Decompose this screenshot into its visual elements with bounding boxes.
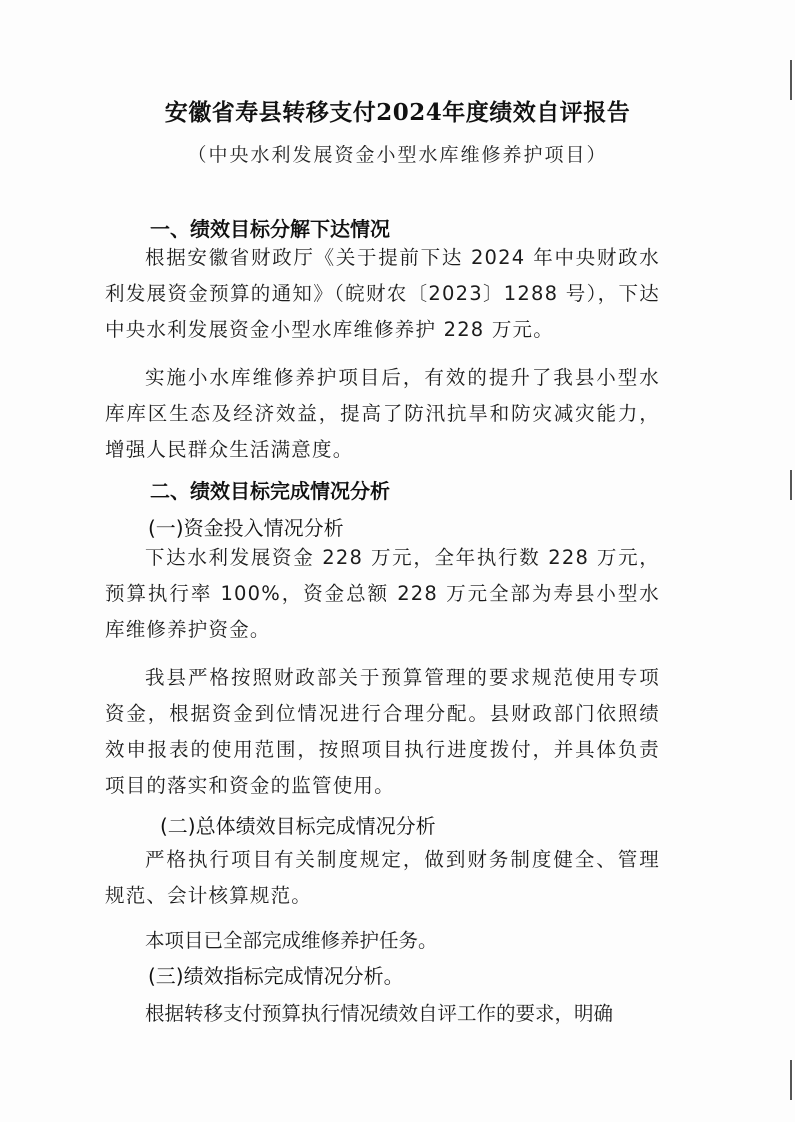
subsection-3-heading: (三)绩效指标完成情况分析。 [148,964,404,988]
subsection-2-heading: (二)总体绩效目标完成情况分析 [160,814,436,838]
scan-edge-mark [790,60,792,100]
subsection-1-paragraph-2: 我县严格按照财政部关于预算管理的要求规范使用专项资金，根据资金到位情况进行合理分配。县财政部门依照绩效申报表的使用范围，按照项目执行进度拨付，并具体负责项目的落实和资金的监管使用。 [105,666,660,797]
section-1-paragraph-2: 实施小水库维修养护项目后，有效的提升了我县小型水库库区生态及经济效益，提高了防汛抗旱和防灾减灾能力，增强人民群众生活满意度。 [105,366,660,461]
section-1-paragraph-1: 根据安徽省财政厅《关于提前下达 2024 年中央财政水利发展资金预算的通知》（皖财农〔2023〕1288 号），下达中央水利发展资金小型水库维修养护 228 万元。 [105,246,660,341]
subsection-1-paragraph-1: 下达水利发展资金 228 万元，全年执行数 228 万元，预算执行率 100%，资金总额 228 万元全部为寿县小型水库维修养护资金。 [105,546,660,641]
subsection-3-paragraph-1: 根据转移支付预算执行情况绩效自评工作的要求，明确 [145,1002,614,1025]
report-subtitle: （中央水利发展资金小型水库维修养护项目） [187,144,608,166]
report-title: 安徽省寿县转移支付2024年度绩效自评报告 [164,99,631,126]
scan-edge-mark [790,470,792,500]
subsection-1-heading: (一)资金投入情况分析 [148,516,344,540]
scan-edge-mark [790,1060,792,1100]
section-2-heading: 二、绩效目标完成情况分析 [150,479,390,503]
section-1-heading: 一、绩效目标分解下达情况 [150,217,390,241]
subsection-2-paragraph-1: 严格执行项目有关制度规定，做到财务制度健全、管理规范、会计核算规范。 [105,848,660,907]
subsection-2-paragraph-2: 本项目已全部完成维修养护任务。 [145,929,438,952]
